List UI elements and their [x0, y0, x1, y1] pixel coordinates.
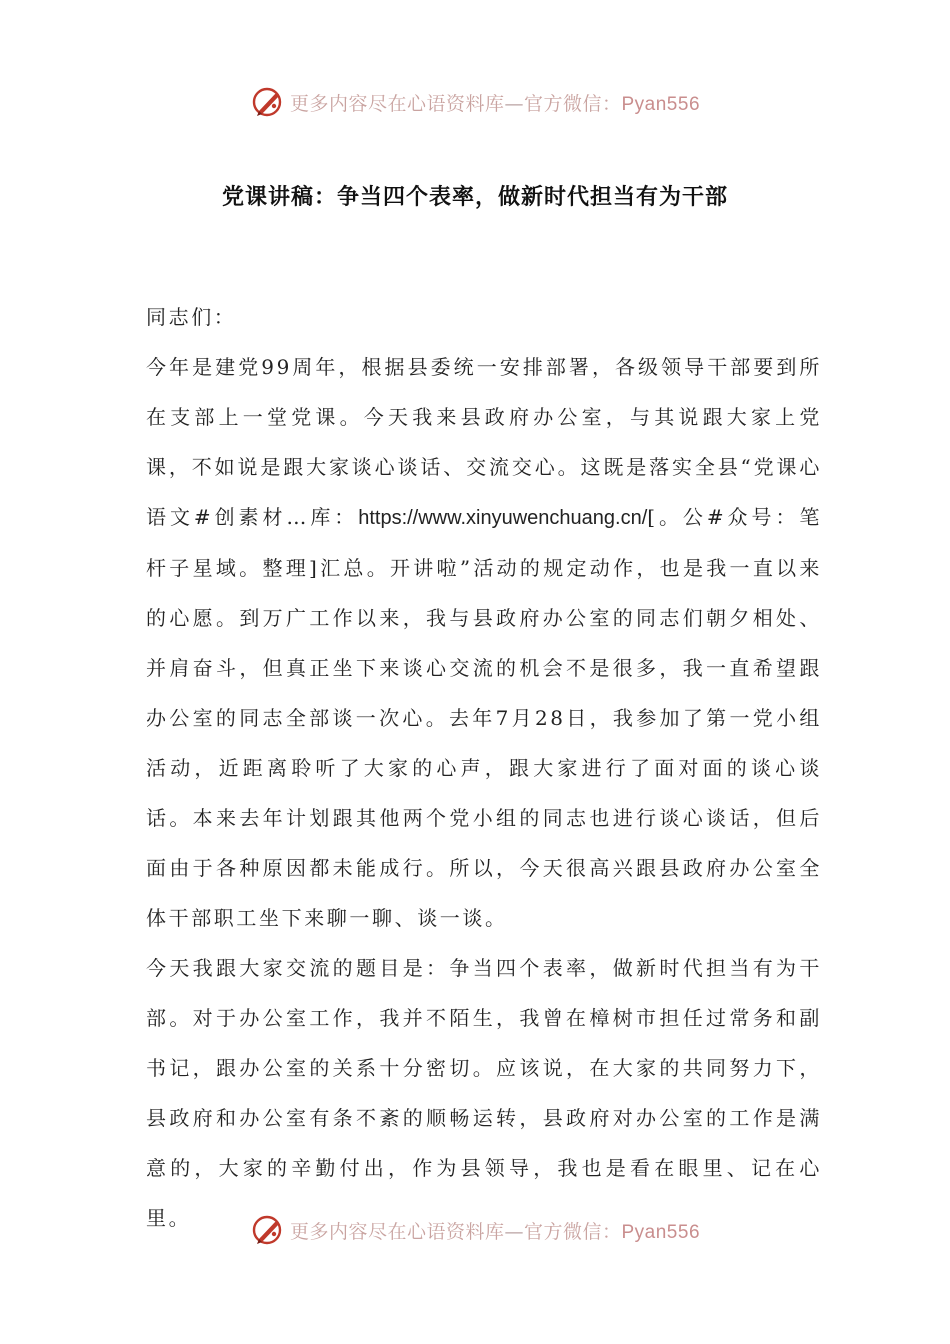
pen-logo-icon: [250, 84, 286, 120]
document-body: [146, 292, 822, 1243]
source-url: https://www.xinyuwenchuang.cn/: [358, 507, 648, 529]
page-title: 党课讲稿：争当四个表率，做新时代担当有为干部: [221, 185, 728, 210]
salutation: 同志们：: [146, 305, 237, 329]
watermark-text: 更多内容尽在心语资料库—官方微信：Pyan556: [289, 1220, 701, 1243]
watermark-text: 更多内容尽在心语资料库—官方微信：Pyan556: [289, 92, 701, 115]
paragraph-1: 今年是建党99周年，根据县委统一安排部署，各级领导干部要到所在支部上一堂党课。今天我来县政府办公室，与其说跟大家上党课，不如说是跟大家谈心谈话、交流交心。这既是落实全县“党课心语文#创素材…库：https://www.xinyuwenchuang.cn/[。公#众号：笔杆子星域。整理]汇总。开讲啦”活动的规定动作，也是我一直以来的心愿。到万广工作以来，我与县政府办公室的同志们朝夕相处、并肩奋斗，但真正坐下来谈心交流的机会不是很多，我一直希望跟办公室的同志全部谈一次心。去年7月28日，我参加了第一党小组活动，近距离聆听了大家的心声，跟大家进行了面对面的谈心谈话。本来去年计划跟其他两个党小组的同志也进行谈心谈话，但后面由于各种原因都未能成行。所以，今天很高兴跟县政府办公室全体干部职工坐下来聊一聊、谈一谈。: [146, 355, 822, 930]
footer-watermark-banner: [0, 1210, 950, 1250]
pen-logo-icon: [250, 1212, 286, 1248]
header-watermark-banner: [0, 82, 950, 122]
paragraph-2: 今天我跟大家交流的题目是：争当四个表率，做新时代担当有为干部。对于办公室工作，我并不陌生，我曾在樟树市担任过常务和副书记，跟办公室的关系十分密切。应该说，在大家的共同努力下，县政府和办公室有条不紊的顺畅运转，县政府对办公室的工作是满意的，大家的辛勤付出，作为县领导，我也是看在眼里、记在心里。: [146, 956, 822, 1230]
